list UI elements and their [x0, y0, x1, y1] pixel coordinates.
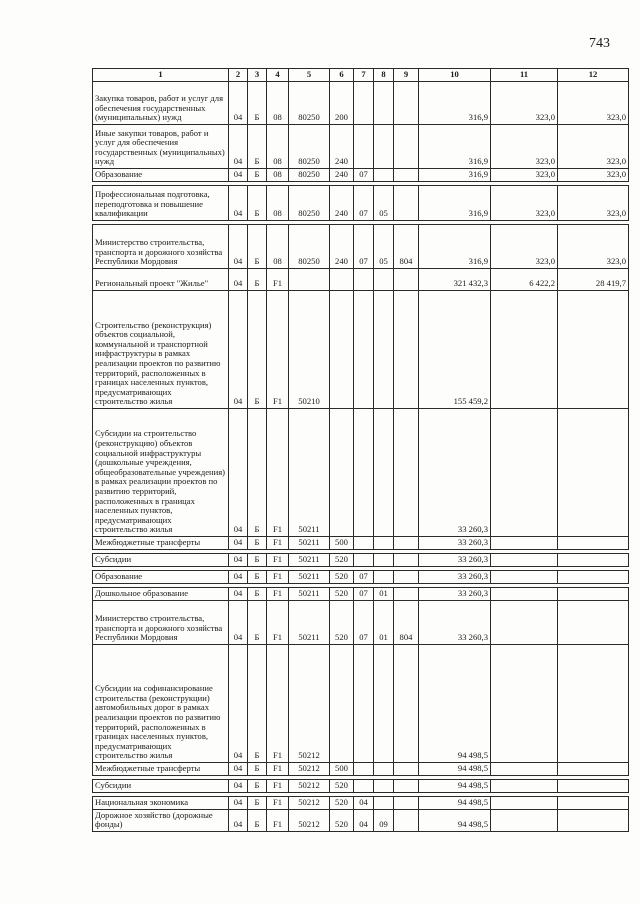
col-9-cell: 804	[394, 601, 419, 645]
table-row	[93, 797, 629, 810]
col-2-cell: 04	[229, 797, 248, 810]
col-8-cell	[374, 409, 394, 537]
col-5-cell: 80250	[289, 169, 330, 182]
col-header-1: 1	[93, 69, 229, 82]
col-9-cell: 804	[394, 225, 419, 269]
col-3-cell: Б	[248, 82, 267, 125]
col-10-cell: 33 260,3	[419, 537, 491, 550]
col-11-cell	[491, 554, 558, 567]
col-header-8: 8	[374, 69, 394, 82]
row-name-cell: Межбюджетные трансферты	[93, 763, 229, 776]
table-row	[93, 645, 629, 763]
col-9-cell	[394, 82, 419, 125]
col-8-cell	[374, 291, 394, 409]
col-7-cell: 07	[354, 588, 374, 601]
col-6-cell	[330, 291, 354, 409]
col-5-cell: 50212	[289, 780, 330, 793]
col-5-cell: 50212	[289, 797, 330, 810]
col-5-cell: 50211	[289, 537, 330, 550]
col-header-6: 6	[330, 69, 354, 82]
row-name-cell: Дошкольное образование	[93, 588, 229, 601]
row-name-cell: Иные закупки товаров, работ и услуг для обеспечения государственных (муниципальных) нужд	[93, 125, 229, 169]
col-6-cell: 520	[330, 571, 354, 584]
row-name-cell: Региональный проект "Жилье"	[93, 269, 229, 291]
col-11-cell	[491, 601, 558, 645]
row-name-cell: Строительство (реконструкция) объектов социальной, коммунальной и транспортной инфраструктуры в рамках реализации проектов по развитию территорий, расположенных в границах населенных пунктов, предусматривающих строительство жилья	[93, 291, 229, 409]
col-5-cell: 50211	[289, 554, 330, 567]
col-4-cell: 08	[267, 225, 289, 269]
col-7-cell: 07	[354, 186, 374, 221]
col-3-cell: Б	[248, 810, 267, 832]
col-4-cell: F1	[267, 571, 289, 584]
col-2-cell: 04	[229, 601, 248, 645]
table-row	[93, 169, 629, 182]
table-row	[93, 269, 629, 291]
col-10-cell: 316,9	[419, 82, 491, 125]
col-9-cell	[394, 780, 419, 793]
col-8-cell	[374, 763, 394, 776]
col-header-12: 12	[558, 69, 629, 82]
col-5-cell: 50211	[289, 601, 330, 645]
col-12-cell: 323,0	[558, 125, 629, 169]
col-6-cell: 520	[330, 601, 354, 645]
col-9-cell	[394, 169, 419, 182]
col-header-11: 11	[491, 69, 558, 82]
col-2-cell: 04	[229, 82, 248, 125]
col-12-cell: 323,0	[558, 82, 629, 125]
col-9-cell	[394, 125, 419, 169]
col-2-cell: 04	[229, 169, 248, 182]
col-7-cell	[354, 409, 374, 537]
col-12-cell	[558, 537, 629, 550]
col-9-cell	[394, 537, 419, 550]
col-3-cell: Б	[248, 186, 267, 221]
table-row	[93, 810, 629, 832]
col-12-cell	[558, 554, 629, 567]
col-9-cell	[394, 810, 419, 832]
col-12-cell	[558, 601, 629, 645]
col-6-cell: 240	[330, 125, 354, 169]
col-8-cell	[374, 82, 394, 125]
col-7-cell: 07	[354, 601, 374, 645]
col-3-cell: Б	[248, 571, 267, 584]
col-6-cell: 520	[330, 810, 354, 832]
col-4-cell: F1	[267, 588, 289, 601]
col-8-cell	[374, 780, 394, 793]
col-10-cell: 316,9	[419, 125, 491, 169]
col-4-cell: F1	[267, 537, 289, 550]
col-2-cell: 04	[229, 225, 248, 269]
col-4-cell: F1	[267, 269, 289, 291]
table-row	[93, 225, 629, 269]
col-6-cell	[330, 269, 354, 291]
col-2-cell: 04	[229, 125, 248, 169]
col-10-cell: 316,9	[419, 186, 491, 221]
col-12-cell	[558, 763, 629, 776]
col-2-cell: 04	[229, 554, 248, 567]
col-9-cell	[394, 554, 419, 567]
col-9-cell	[394, 645, 419, 763]
col-10-cell: 321 432,3	[419, 269, 491, 291]
col-12-cell	[558, 780, 629, 793]
table-row	[93, 291, 629, 409]
col-8-cell	[374, 554, 394, 567]
col-10-cell: 33 260,3	[419, 409, 491, 537]
col-header-3: 3	[248, 69, 267, 82]
col-11-cell: 6 422,2	[491, 269, 558, 291]
row-name-cell: Закупка товаров, работ и услуг для обеспечения государственных (муниципальных) нужд	[93, 82, 229, 125]
row-name-cell: Образование	[93, 571, 229, 584]
col-header-2: 2	[229, 69, 248, 82]
col-10-cell: 33 260,3	[419, 554, 491, 567]
col-6-cell: 500	[330, 763, 354, 776]
col-11-cell	[491, 797, 558, 810]
col-7-cell: 07	[354, 169, 374, 182]
col-9-cell	[394, 571, 419, 584]
col-7-cell	[354, 269, 374, 291]
col-12-cell: 323,0	[558, 186, 629, 221]
col-11-cell	[491, 537, 558, 550]
col-8-cell	[374, 797, 394, 810]
col-2-cell: 04	[229, 571, 248, 584]
col-6-cell: 520	[330, 554, 354, 567]
row-name-cell: Министерство строительства, транспорта и дорожного хозяйства Республики Мордовия	[93, 225, 229, 269]
col-7-cell	[354, 763, 374, 776]
col-11-cell	[491, 291, 558, 409]
col-3-cell: Б	[248, 797, 267, 810]
col-6-cell: 520	[330, 780, 354, 793]
col-3-cell: Б	[248, 601, 267, 645]
col-7-cell	[354, 645, 374, 763]
col-10-cell: 33 260,3	[419, 588, 491, 601]
row-name-cell: Субсидии	[93, 780, 229, 793]
table-row	[93, 125, 629, 169]
col-5-cell: 50210	[289, 291, 330, 409]
col-header-10: 10	[419, 69, 491, 82]
col-3-cell: Б	[248, 169, 267, 182]
col-10-cell: 94 498,5	[419, 780, 491, 793]
col-10-cell: 94 498,5	[419, 763, 491, 776]
col-2-cell: 04	[229, 810, 248, 832]
col-10-cell: 33 260,3	[419, 571, 491, 584]
col-10-cell: 316,9	[419, 225, 491, 269]
table-row	[93, 601, 629, 645]
col-5-cell: 80250	[289, 225, 330, 269]
col-2-cell: 04	[229, 409, 248, 537]
col-8-cell: 01	[374, 588, 394, 601]
col-11-cell: 323,0	[491, 125, 558, 169]
row-name-cell: Межбюджетные трансферты	[93, 537, 229, 550]
row-name-cell: Дорожное хозяйство (дорожные фонды)	[93, 810, 229, 832]
col-5-cell: 50211	[289, 588, 330, 601]
col-7-cell	[354, 291, 374, 409]
col-3-cell: Б	[248, 588, 267, 601]
col-11-cell	[491, 763, 558, 776]
col-3-cell: Б	[248, 409, 267, 537]
col-10-cell: 94 498,5	[419, 797, 491, 810]
col-6-cell: 240	[330, 186, 354, 221]
col-4-cell: F1	[267, 409, 289, 537]
col-12-cell	[558, 810, 629, 832]
col-3-cell: Б	[248, 554, 267, 567]
col-8-cell: 09	[374, 810, 394, 832]
col-9-cell	[394, 797, 419, 810]
col-8-cell	[374, 645, 394, 763]
col-10-cell: 316,9	[419, 169, 491, 182]
col-11-cell	[491, 409, 558, 537]
col-10-cell: 94 498,5	[419, 810, 491, 832]
col-11-cell: 323,0	[491, 225, 558, 269]
col-5-cell: 50211	[289, 409, 330, 537]
table-row	[93, 554, 629, 567]
col-3-cell: Б	[248, 537, 267, 550]
col-4-cell: F1	[267, 810, 289, 832]
col-11-cell	[491, 571, 558, 584]
col-7-cell	[354, 554, 374, 567]
col-8-cell	[374, 269, 394, 291]
col-7-cell	[354, 537, 374, 550]
col-4-cell: 08	[267, 125, 289, 169]
table-row	[93, 537, 629, 550]
col-11-cell	[491, 588, 558, 601]
col-2-cell: 04	[229, 291, 248, 409]
table-body	[93, 82, 629, 832]
col-5-cell	[289, 269, 330, 291]
col-6-cell: 240	[330, 169, 354, 182]
row-name-cell: Образование	[93, 169, 229, 182]
col-10-cell: 94 498,5	[419, 645, 491, 763]
row-name-cell: Профессиональная подготовка, переподготовка и повышение квалификации	[93, 186, 229, 221]
col-2-cell: 04	[229, 269, 248, 291]
budget-table	[92, 68, 629, 832]
col-12-cell	[558, 291, 629, 409]
col-7-cell: 07	[354, 225, 374, 269]
table-row	[93, 780, 629, 793]
col-9-cell	[394, 763, 419, 776]
col-2-cell: 04	[229, 537, 248, 550]
col-7-cell	[354, 82, 374, 125]
col-7-cell: 04	[354, 810, 374, 832]
col-6-cell: 520	[330, 797, 354, 810]
col-8-cell	[374, 571, 394, 584]
col-11-cell	[491, 645, 558, 763]
col-9-cell	[394, 186, 419, 221]
col-5-cell: 50212	[289, 763, 330, 776]
col-3-cell: Б	[248, 780, 267, 793]
col-5-cell: 50212	[289, 645, 330, 763]
row-name-cell: Субсидии на софинансирование строительства (реконструкции) автомобильных дорог в рамках реализации проектов по развитию территорий, расположенных в границах населенных пунктов, предусматривающих строительство жилья	[93, 645, 229, 763]
col-12-cell	[558, 571, 629, 584]
table-row	[93, 186, 629, 221]
col-8-cell: 05	[374, 225, 394, 269]
col-5-cell: 50212	[289, 810, 330, 832]
col-3-cell: Б	[248, 763, 267, 776]
col-10-cell: 33 260,3	[419, 601, 491, 645]
col-8-cell	[374, 125, 394, 169]
col-6-cell	[330, 409, 354, 537]
col-4-cell: F1	[267, 797, 289, 810]
col-2-cell: 04	[229, 645, 248, 763]
col-2-cell: 04	[229, 780, 248, 793]
col-12-cell	[558, 645, 629, 763]
row-name-cell: Министерство строительства, транспорта и дорожного хозяйства Республики Мордовия	[93, 601, 229, 645]
col-11-cell: 323,0	[491, 82, 558, 125]
table-row	[93, 571, 629, 584]
table-row	[93, 82, 629, 125]
col-9-cell	[394, 269, 419, 291]
col-4-cell: F1	[267, 763, 289, 776]
table-row	[93, 763, 629, 776]
col-8-cell: 01	[374, 601, 394, 645]
col-11-cell: 323,0	[491, 186, 558, 221]
col-11-cell: 323,0	[491, 169, 558, 182]
col-6-cell: 500	[330, 537, 354, 550]
col-12-cell: 323,0	[558, 169, 629, 182]
col-4-cell: 08	[267, 169, 289, 182]
col-8-cell: 05	[374, 186, 394, 221]
table-row	[93, 588, 629, 601]
col-2-cell: 04	[229, 588, 248, 601]
col-10-cell: 155 459,2	[419, 291, 491, 409]
header-row	[93, 69, 629, 82]
col-5-cell: 80250	[289, 186, 330, 221]
col-6-cell: 200	[330, 82, 354, 125]
col-6-cell: 240	[330, 225, 354, 269]
col-3-cell: Б	[248, 225, 267, 269]
col-header-4: 4	[267, 69, 289, 82]
page-number: 743	[589, 36, 610, 51]
col-9-cell	[394, 409, 419, 537]
col-3-cell: Б	[248, 269, 267, 291]
col-3-cell: Б	[248, 291, 267, 409]
col-7-cell	[354, 780, 374, 793]
col-12-cell	[558, 797, 629, 810]
col-2-cell: 04	[229, 763, 248, 776]
col-12-cell	[558, 409, 629, 537]
col-12-cell: 28 419,7	[558, 269, 629, 291]
col-header-9: 9	[394, 69, 419, 82]
col-8-cell	[374, 169, 394, 182]
row-name-cell: Национальная экономика	[93, 797, 229, 810]
col-5-cell: 80250	[289, 82, 330, 125]
col-9-cell	[394, 291, 419, 409]
col-7-cell: 04	[354, 797, 374, 810]
col-7-cell: 07	[354, 571, 374, 584]
col-2-cell: 04	[229, 186, 248, 221]
col-6-cell	[330, 645, 354, 763]
col-12-cell: 323,0	[558, 225, 629, 269]
col-12-cell	[558, 588, 629, 601]
row-name-cell: Субсидии	[93, 554, 229, 567]
col-9-cell	[394, 588, 419, 601]
col-4-cell: F1	[267, 645, 289, 763]
col-4-cell: F1	[267, 291, 289, 409]
col-5-cell: 80250	[289, 125, 330, 169]
col-header-7: 7	[354, 69, 374, 82]
row-name-cell: Субсидии на строительство (реконструкцию) объектов социальной инфраструктуры (дошкольные учреждения, общеобразовательные учреждения) в рамках реализации проектов по развитию территорий, расположенных в границах населенных пунктов, предусматривающих строительство жилья	[93, 409, 229, 537]
col-6-cell: 520	[330, 588, 354, 601]
col-4-cell: F1	[267, 780, 289, 793]
col-3-cell: Б	[248, 645, 267, 763]
col-11-cell	[491, 810, 558, 832]
col-4-cell: 08	[267, 82, 289, 125]
col-8-cell	[374, 537, 394, 550]
col-7-cell	[354, 125, 374, 169]
col-4-cell: F1	[267, 554, 289, 567]
col-4-cell: 08	[267, 186, 289, 221]
col-header-5: 5	[289, 69, 330, 82]
col-11-cell	[491, 780, 558, 793]
col-4-cell: F1	[267, 601, 289, 645]
col-3-cell: Б	[248, 125, 267, 169]
col-5-cell: 50211	[289, 571, 330, 584]
table-row	[93, 409, 629, 537]
